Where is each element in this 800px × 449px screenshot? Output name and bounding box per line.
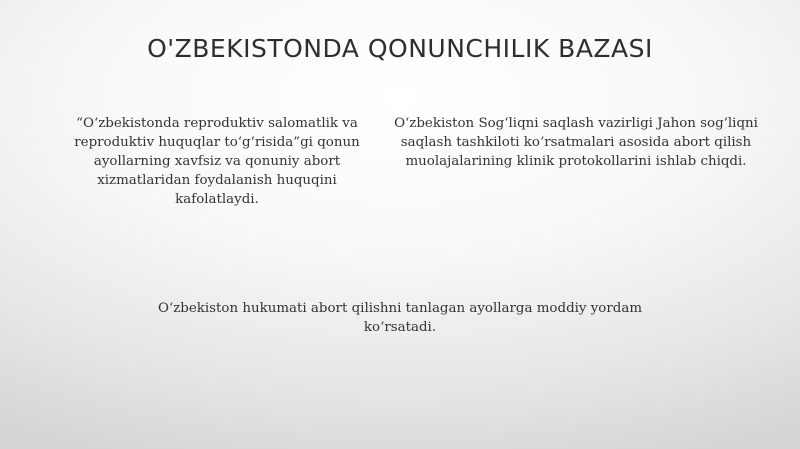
government-support-text-block: O‘zbekiston hukumati abort qilishni tanlagan ayollarga moddiy yordam ko‘rsatadi.: [157, 301, 643, 335]
law-text-block: “O‘zbekistonda reproduktiv salomatlik va reproduktiv huquqlar to‘g‘risida”gi qonun ayollarning xavfsiz va qonuniy abort xizmatlaridan foydalanish huquqini kafolatlaydi.: [74, 116, 360, 207]
ministry-protocol-text-block: O‘zbekiston Sog‘liqni saqlash vazirligi Jahon sog‘liqni saqlash tashkiloti ko‘rsatmalari asosida abort qilish muolajalarining klinik protokollarini ishlab chiqdi.: [394, 116, 758, 169]
slide-title: O'ZBEKISTONDA QONUNCHILIK BAZASI: [147, 34, 653, 63]
